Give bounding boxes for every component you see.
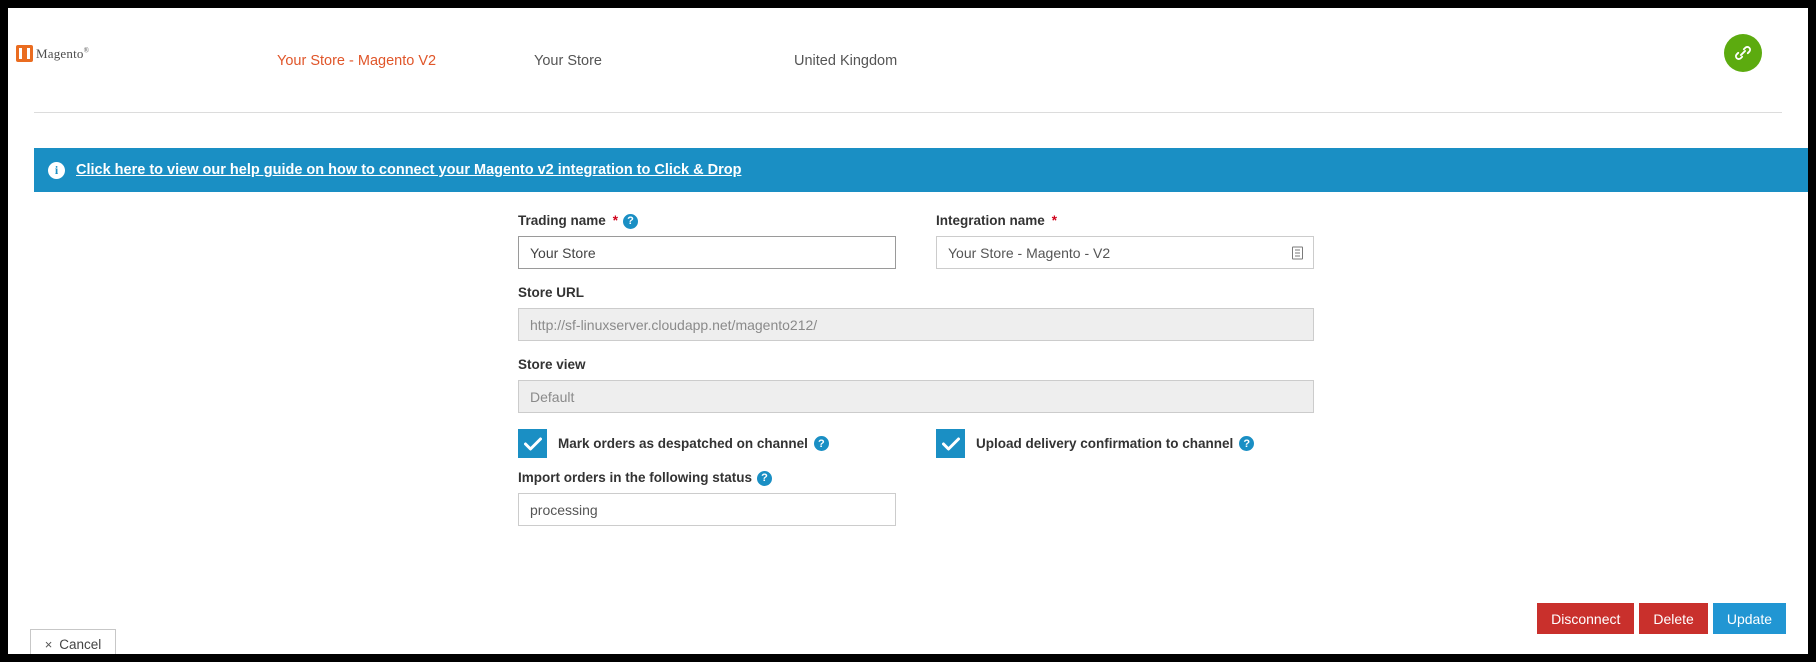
trading-name-required: * xyxy=(612,213,619,228)
magento-logo-text xyxy=(36,46,89,62)
header-store-name: Your Store xyxy=(534,53,602,69)
trading-name-label xyxy=(518,213,896,229)
checkbox-row xyxy=(518,429,1328,458)
store-view-input xyxy=(518,380,1314,413)
integration-name-field xyxy=(936,213,1314,269)
import-status-label-text: Import orders in the following status xyxy=(518,470,753,485)
magento-logo-label: Magento xyxy=(36,45,84,61)
store-view-value: Default xyxy=(530,388,575,405)
upload-confirmation-label xyxy=(976,436,1254,451)
integration-name-input[interactable] xyxy=(936,236,1314,269)
help-banner[interactable] xyxy=(34,148,1808,192)
info-icon: i xyxy=(48,162,65,179)
upload-confirmation-label-text: Upload delivery confirmation to channel xyxy=(976,436,1234,451)
page-header xyxy=(34,8,1782,113)
update-button[interactable]: Update xyxy=(1713,603,1786,634)
store-view-label-text: Store view xyxy=(518,357,586,372)
integration-name-label xyxy=(936,213,1314,229)
mark-despatched-label-text: Mark orders as despatched on channel xyxy=(558,436,808,451)
close-icon: × xyxy=(44,637,53,652)
header-integration-title: Your Store - Magento V2 xyxy=(277,53,437,69)
import-status-input[interactable] xyxy=(518,493,896,526)
integration-name-label-text: Integration name xyxy=(936,213,1045,228)
integration-form xyxy=(518,213,1328,542)
copy-icon[interactable] xyxy=(1292,246,1303,259)
disconnect-button[interactable]: Disconnect xyxy=(1537,603,1634,634)
store-view-field xyxy=(518,357,1314,413)
mark-despatched-checkbox-item[interactable] xyxy=(518,429,896,458)
upload-confirmation-help-icon[interactable]: ? xyxy=(1239,436,1254,451)
import-status-help-icon[interactable]: ? xyxy=(757,471,772,486)
upload-confirmation-checkbox[interactable] xyxy=(936,429,965,458)
check-icon xyxy=(942,437,960,451)
mark-despatched-label xyxy=(558,436,829,451)
delete-button[interactable]: Delete xyxy=(1639,603,1707,634)
cancel-button-label: Cancel xyxy=(59,637,102,652)
trading-name-value: Your Store xyxy=(530,244,596,261)
store-url-label-text: Store URL xyxy=(518,285,585,300)
import-status-value: processing xyxy=(530,501,598,518)
store-url-input xyxy=(518,308,1314,341)
form-row-names xyxy=(518,213,1328,285)
magento-logo-icon xyxy=(16,45,33,62)
trading-name-label-text: Trading name xyxy=(518,213,606,228)
help-guide-link[interactable]: Click here to view our help guide on how to connect your Magento v2 integration to Click & Drop xyxy=(76,162,742,178)
trading-name-select[interactable] xyxy=(518,236,896,269)
magento-logo-sup: ® xyxy=(83,46,90,55)
import-status-label xyxy=(518,470,896,486)
import-status-field xyxy=(518,470,896,526)
store-url-value: http://sf-linuxserver.cloudapp.net/magento212/ xyxy=(530,316,818,333)
trading-name-field xyxy=(518,213,896,269)
cancel-button[interactable] xyxy=(30,629,116,654)
mark-despatched-checkbox[interactable] xyxy=(518,429,547,458)
store-url-field xyxy=(518,285,1314,341)
mark-despatched-help-icon[interactable]: ? xyxy=(814,436,829,451)
integration-name-value: Your Store - Magento - V2 xyxy=(948,244,1111,261)
footer-actions xyxy=(1537,603,1786,634)
header-country: United Kingdom xyxy=(794,53,898,69)
integration-name-required: * xyxy=(1051,213,1058,228)
upload-confirmation-checkbox-item[interactable] xyxy=(936,429,1314,458)
link-icon xyxy=(1724,34,1762,72)
check-icon xyxy=(524,437,542,451)
magento-logo xyxy=(16,45,89,62)
store-url-label xyxy=(518,285,1314,301)
page xyxy=(8,8,1808,654)
trading-name-help-icon[interactable]: ? xyxy=(623,214,638,229)
store-view-label xyxy=(518,357,1314,373)
